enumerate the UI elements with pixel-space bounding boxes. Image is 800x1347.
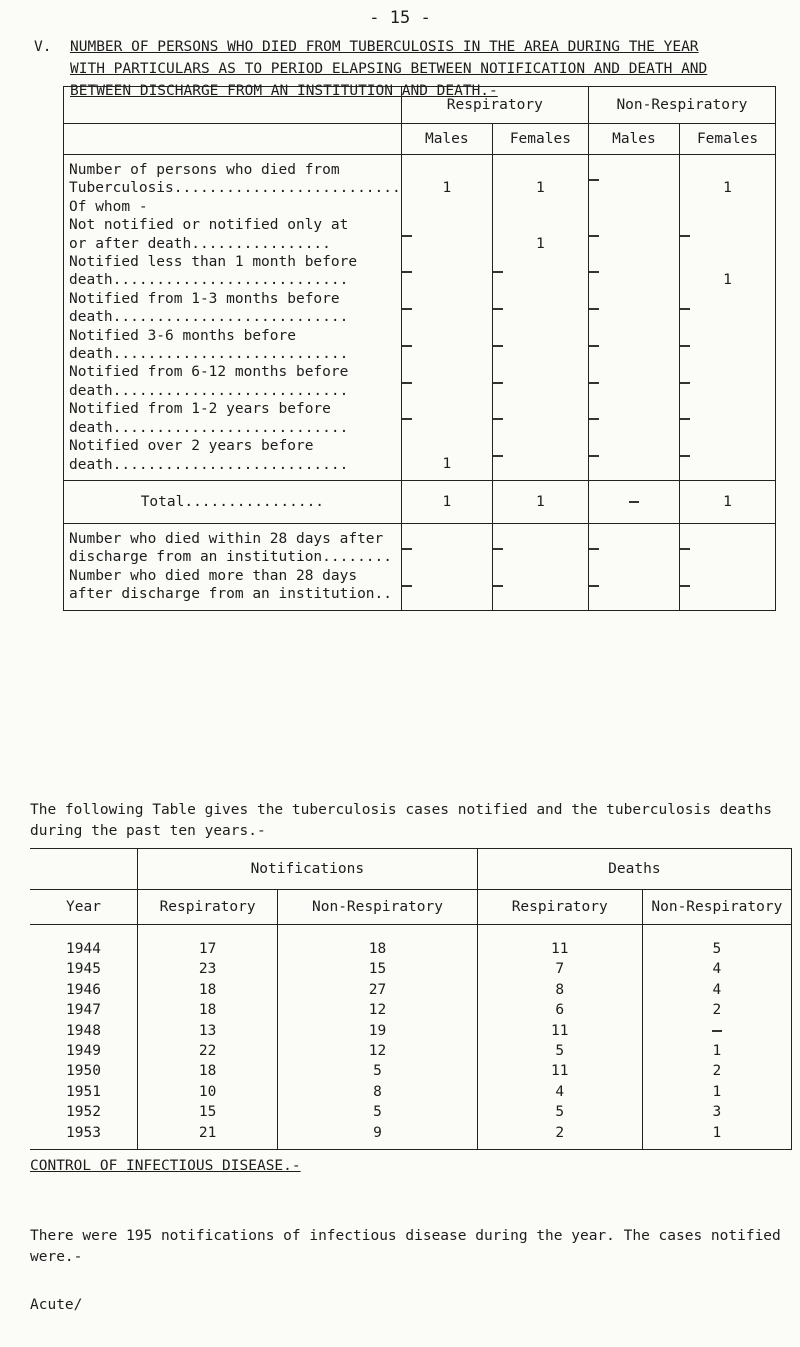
table-row bbox=[30, 1102, 792, 1122]
spacer bbox=[680, 530, 775, 548]
paragraph: The following Table gives the tuberculosis cases notified and the tuberculosis deaths during the past ten years.- bbox=[30, 802, 773, 839]
value-cell: 4 bbox=[477, 1082, 642, 1102]
spacer bbox=[402, 530, 492, 548]
dash-mark bbox=[402, 308, 412, 328]
value-cell bbox=[493, 455, 588, 473]
value-cell: 12 bbox=[278, 1000, 477, 1020]
value-cell bbox=[402, 345, 492, 363]
row-label: after discharge from an institution.. bbox=[69, 586, 393, 603]
value-cell: 5 bbox=[642, 925, 791, 960]
corner-cell bbox=[64, 87, 402, 124]
group-header: Respiratory bbox=[401, 87, 588, 124]
value-cell bbox=[589, 271, 679, 289]
group-header: Notifications bbox=[137, 849, 477, 890]
year-cell: 1947 bbox=[66, 1002, 101, 1019]
value-cell: 5 bbox=[278, 1102, 477, 1122]
value-cell bbox=[589, 308, 679, 326]
year-cell: 1952 bbox=[66, 1104, 101, 1121]
dash-mark bbox=[589, 345, 599, 365]
main-block bbox=[64, 155, 776, 481]
value-cell: 1 bbox=[536, 235, 545, 252]
value-cell bbox=[493, 382, 588, 400]
value-cell: 27 bbox=[278, 980, 477, 1000]
value-cell: 18 bbox=[137, 1000, 277, 1020]
row-label: Notified from 1-2 years before bbox=[69, 401, 331, 418]
section-number: V. bbox=[34, 39, 52, 55]
value-cell: 15 bbox=[137, 1102, 277, 1122]
value-cell bbox=[493, 308, 588, 326]
dash-mark bbox=[589, 382, 599, 402]
dash-mark bbox=[493, 585, 503, 605]
value-cell: 15 bbox=[278, 959, 477, 979]
dash-mark bbox=[402, 382, 412, 402]
row-label: death........................... bbox=[69, 309, 349, 326]
value-cell bbox=[493, 418, 588, 436]
value-cell bbox=[493, 271, 588, 289]
value-cell: 11 bbox=[477, 925, 642, 960]
page-number: - 15 - bbox=[369, 8, 431, 28]
total-row bbox=[64, 480, 776, 523]
row-label: Not notified or notified only at bbox=[69, 217, 349, 234]
year-cell: 1945 bbox=[66, 961, 101, 978]
row-labels bbox=[64, 155, 402, 481]
value-cell bbox=[493, 345, 588, 363]
table-row bbox=[30, 1041, 792, 1061]
value-cell bbox=[402, 271, 492, 289]
continuation-word: Acute/ bbox=[30, 1297, 83, 1313]
table-row bbox=[30, 925, 792, 960]
value-cell bbox=[589, 418, 679, 436]
row-label: death........................... bbox=[69, 382, 349, 399]
dash-mark bbox=[402, 271, 412, 291]
value-cell bbox=[680, 308, 775, 326]
dash-mark bbox=[680, 382, 690, 402]
value-cell: 2 bbox=[642, 1000, 791, 1020]
row-label: discharge from an institution........ bbox=[69, 549, 393, 566]
spacer bbox=[589, 363, 679, 381]
value-cell: 10 bbox=[137, 1082, 277, 1102]
value-cell: 11 bbox=[477, 1061, 642, 1081]
row-label: death........................... bbox=[69, 456, 349, 473]
value-cell bbox=[680, 418, 775, 436]
dash-mark bbox=[589, 418, 599, 438]
value-cell bbox=[589, 382, 679, 400]
value-column bbox=[588, 155, 679, 481]
year-cell: 1953 bbox=[30, 1123, 137, 1150]
dash-mark bbox=[493, 308, 503, 328]
column-header: Non-Respiratory bbox=[642, 890, 791, 925]
year-cell: 1946 bbox=[66, 981, 101, 998]
spacer bbox=[493, 216, 588, 234]
dash-mark bbox=[493, 345, 503, 365]
spacer bbox=[493, 400, 588, 418]
value-cell: 11 bbox=[477, 1021, 642, 1041]
dash-mark bbox=[589, 455, 599, 475]
value-cell: 7 bbox=[477, 959, 642, 979]
total-value bbox=[588, 480, 679, 523]
value-cell: 1 bbox=[442, 180, 452, 197]
value-cell: 3 bbox=[642, 1102, 791, 1122]
dash-mark bbox=[589, 179, 599, 199]
value-cell bbox=[493, 585, 588, 603]
dash-mark bbox=[493, 418, 503, 438]
spacer bbox=[589, 161, 679, 179]
dash-mark bbox=[589, 271, 599, 291]
paragraph: There were 195 notifications of infectious disease during the year. The cases notified were.- bbox=[30, 1228, 781, 1265]
spacer bbox=[402, 363, 492, 381]
value-cell bbox=[589, 345, 679, 363]
table-row bbox=[30, 980, 792, 1000]
group-header: Deaths bbox=[477, 849, 791, 890]
value-cell: 19 bbox=[278, 1021, 477, 1041]
spacer bbox=[680, 216, 775, 234]
spacer bbox=[402, 161, 492, 179]
subheading: CONTROL OF INFECTIOUS DISEASE.- bbox=[30, 1158, 301, 1174]
spacer bbox=[402, 253, 492, 271]
row-label: death........................... bbox=[69, 346, 349, 363]
value-cell bbox=[642, 1021, 791, 1041]
spacer bbox=[589, 530, 679, 548]
column-header: Females bbox=[492, 124, 588, 155]
year-cell: 1948 bbox=[66, 1022, 101, 1039]
value-cell: 18 bbox=[137, 980, 277, 1000]
table-row bbox=[30, 1123, 792, 1150]
row-label: Notified over 2 years before bbox=[69, 438, 314, 455]
value-cell bbox=[589, 455, 679, 473]
column-header: Males bbox=[401, 124, 492, 155]
column-header: Females bbox=[680, 124, 776, 155]
spacer bbox=[493, 290, 588, 308]
spacer bbox=[589, 216, 679, 234]
spacer bbox=[680, 363, 775, 381]
total-value: 1 bbox=[680, 480, 776, 523]
table-row bbox=[30, 1082, 792, 1102]
value-cell: 1 bbox=[642, 1041, 791, 1061]
value-cell: 4 bbox=[642, 980, 791, 1000]
value-cell bbox=[402, 418, 492, 436]
heading-line: BETWEEN DISCHARGE FROM AN INSTITUTION AND DEATH.- bbox=[70, 83, 498, 99]
value-cell: 18 bbox=[278, 925, 477, 960]
value-column bbox=[492, 155, 588, 481]
spacer bbox=[680, 400, 775, 418]
row-labels bbox=[64, 523, 402, 610]
value-column bbox=[401, 155, 492, 481]
spacer bbox=[402, 400, 492, 418]
dash-mark bbox=[493, 271, 503, 291]
value-column bbox=[492, 523, 588, 610]
total-value: 1 bbox=[401, 480, 492, 523]
value-cell: 8 bbox=[278, 1082, 477, 1102]
value-cell bbox=[402, 548, 492, 566]
value-column bbox=[680, 155, 776, 481]
value-cell: 1 bbox=[723, 180, 732, 197]
dash-mark bbox=[680, 308, 690, 328]
value-cell: 5 bbox=[278, 1061, 477, 1081]
dash-mark bbox=[680, 235, 690, 255]
discharge-block bbox=[64, 523, 776, 610]
value-cell: 22 bbox=[137, 1041, 277, 1061]
dash-mark bbox=[589, 308, 599, 328]
spacer bbox=[680, 253, 775, 271]
dash-mark bbox=[402, 235, 412, 255]
table-body bbox=[30, 925, 792, 1150]
value-cell: 1 bbox=[642, 1082, 791, 1102]
dash-mark bbox=[493, 455, 503, 475]
spacer bbox=[493, 437, 588, 455]
row-label: Number who died within 28 days after bbox=[69, 530, 384, 547]
value-column bbox=[588, 523, 679, 610]
value-cell bbox=[589, 198, 679, 216]
dash-mark bbox=[402, 345, 412, 365]
group-header: Non-Respiratory bbox=[588, 87, 775, 124]
value-cell bbox=[589, 179, 679, 197]
value-cell bbox=[402, 235, 492, 253]
spacer bbox=[680, 437, 775, 455]
column-header: Year bbox=[30, 890, 137, 925]
spacer bbox=[402, 437, 492, 455]
value-cell bbox=[589, 548, 679, 566]
value-cell: 1 bbox=[642, 1123, 791, 1150]
spacer bbox=[493, 161, 588, 179]
spacer bbox=[493, 567, 588, 585]
row-label: Number who died more than 28 days bbox=[69, 567, 358, 584]
spacer bbox=[493, 363, 588, 381]
dash-mark bbox=[629, 501, 639, 503]
value-cell bbox=[680, 382, 775, 400]
spacer bbox=[402, 327, 492, 345]
value-cell bbox=[680, 198, 775, 216]
row-label: Notified less than 1 month before bbox=[69, 254, 358, 271]
value-cell: 17 bbox=[137, 925, 277, 960]
year-cell: 1950 bbox=[66, 1063, 101, 1080]
dash-mark bbox=[493, 548, 503, 568]
value-cell: 1 bbox=[442, 456, 452, 473]
value-cell bbox=[680, 235, 775, 253]
dash-mark bbox=[680, 345, 690, 365]
dash-mark bbox=[589, 548, 599, 568]
row-label: Number of persons who died from bbox=[69, 162, 340, 178]
dash-mark bbox=[589, 235, 599, 255]
spacer bbox=[493, 327, 588, 345]
value-cell: 1 bbox=[536, 180, 545, 197]
spacer bbox=[680, 327, 775, 345]
column-header: Males bbox=[588, 124, 679, 155]
year-cell: 1951 bbox=[66, 1083, 101, 1100]
value-cell bbox=[680, 345, 775, 363]
column-header: Respiratory bbox=[137, 890, 277, 925]
dash-mark bbox=[680, 548, 690, 568]
column-header: Non-Respiratory bbox=[278, 890, 477, 925]
value-cell: 2 bbox=[477, 1123, 642, 1150]
spacer bbox=[589, 253, 679, 271]
row-label: Notified from 6-12 months before bbox=[69, 364, 349, 381]
value-cell: 23 bbox=[137, 959, 277, 979]
row-label: Notified 3-6 months before bbox=[69, 327, 296, 344]
value-cell: 5 bbox=[477, 1102, 642, 1122]
dash-mark bbox=[712, 1030, 722, 1032]
row-label: Of whom - bbox=[69, 198, 148, 215]
tuberculosis-deaths-table bbox=[63, 86, 776, 611]
value-cell bbox=[402, 382, 492, 400]
spacer bbox=[680, 290, 775, 308]
spacer bbox=[402, 216, 492, 234]
total-label: Total................ bbox=[64, 480, 402, 523]
spacer bbox=[402, 567, 492, 585]
total-value: 1 bbox=[492, 480, 588, 523]
spacer bbox=[402, 290, 492, 308]
dash-mark bbox=[680, 418, 690, 438]
dash-mark bbox=[402, 548, 412, 568]
ten-year-table bbox=[30, 848, 792, 1150]
value-cell bbox=[402, 585, 492, 603]
table-row bbox=[30, 1000, 792, 1020]
value-cell: 18 bbox=[137, 1061, 277, 1081]
corner-cell bbox=[64, 124, 402, 155]
dash-mark bbox=[680, 585, 690, 605]
dash-mark bbox=[402, 585, 412, 605]
value-column bbox=[680, 523, 776, 610]
row-label: death........................... bbox=[69, 419, 349, 436]
value-cell bbox=[493, 198, 588, 216]
value-cell: 13 bbox=[137, 1021, 277, 1041]
dash-mark bbox=[589, 585, 599, 605]
spacer bbox=[493, 253, 588, 271]
spacer bbox=[589, 437, 679, 455]
value-column bbox=[401, 523, 492, 610]
column-header: Respiratory bbox=[477, 890, 642, 925]
row-label: death........................... bbox=[69, 272, 349, 289]
value-cell: 1 bbox=[723, 272, 732, 289]
spacer bbox=[493, 530, 588, 548]
value-cell: 9 bbox=[278, 1123, 477, 1150]
heading-line: NUMBER OF PERSONS WHO DIED FROM TUBERCULOSIS IN THE AREA DURING THE YEAR bbox=[70, 39, 699, 55]
table-row bbox=[30, 1021, 792, 1041]
value-cell: 4 bbox=[642, 959, 791, 979]
value-cell bbox=[680, 455, 775, 473]
year-cell: 1949 bbox=[66, 1043, 101, 1060]
row-label: Tuberculosis.......................... bbox=[69, 180, 401, 197]
year-cell: 1944 bbox=[66, 941, 101, 957]
heading-line: WITH PARTICULARS AS TO PERIOD ELAPSING BETWEEN NOTIFICATION AND DEATH AND bbox=[70, 61, 708, 77]
value-cell bbox=[402, 308, 492, 326]
spacer bbox=[589, 567, 679, 585]
value-cell bbox=[680, 585, 775, 603]
dash-mark bbox=[402, 418, 412, 438]
value-cell: 21 bbox=[137, 1123, 277, 1150]
spacer bbox=[589, 400, 679, 418]
corner-cell bbox=[30, 849, 137, 890]
value-cell bbox=[589, 585, 679, 603]
spacer bbox=[589, 327, 679, 345]
row-label: Notified from 1-3 months before bbox=[69, 290, 340, 307]
table-row bbox=[30, 959, 792, 979]
value-cell: 6 bbox=[477, 1000, 642, 1020]
dash-mark bbox=[493, 382, 503, 402]
spacer bbox=[680, 161, 775, 179]
value-cell: 5 bbox=[477, 1041, 642, 1061]
value-cell: 2 bbox=[642, 1061, 791, 1081]
value-cell bbox=[680, 548, 775, 566]
value-cell bbox=[402, 198, 492, 216]
value-cell: 8 bbox=[477, 980, 642, 1000]
spacer bbox=[589, 290, 679, 308]
row-label: or after death................ bbox=[69, 235, 331, 252]
value-cell bbox=[589, 235, 679, 253]
value-cell bbox=[493, 548, 588, 566]
table-row bbox=[30, 1061, 792, 1081]
value-cell: 12 bbox=[278, 1041, 477, 1061]
spacer bbox=[680, 567, 775, 585]
dash-mark bbox=[680, 455, 690, 475]
